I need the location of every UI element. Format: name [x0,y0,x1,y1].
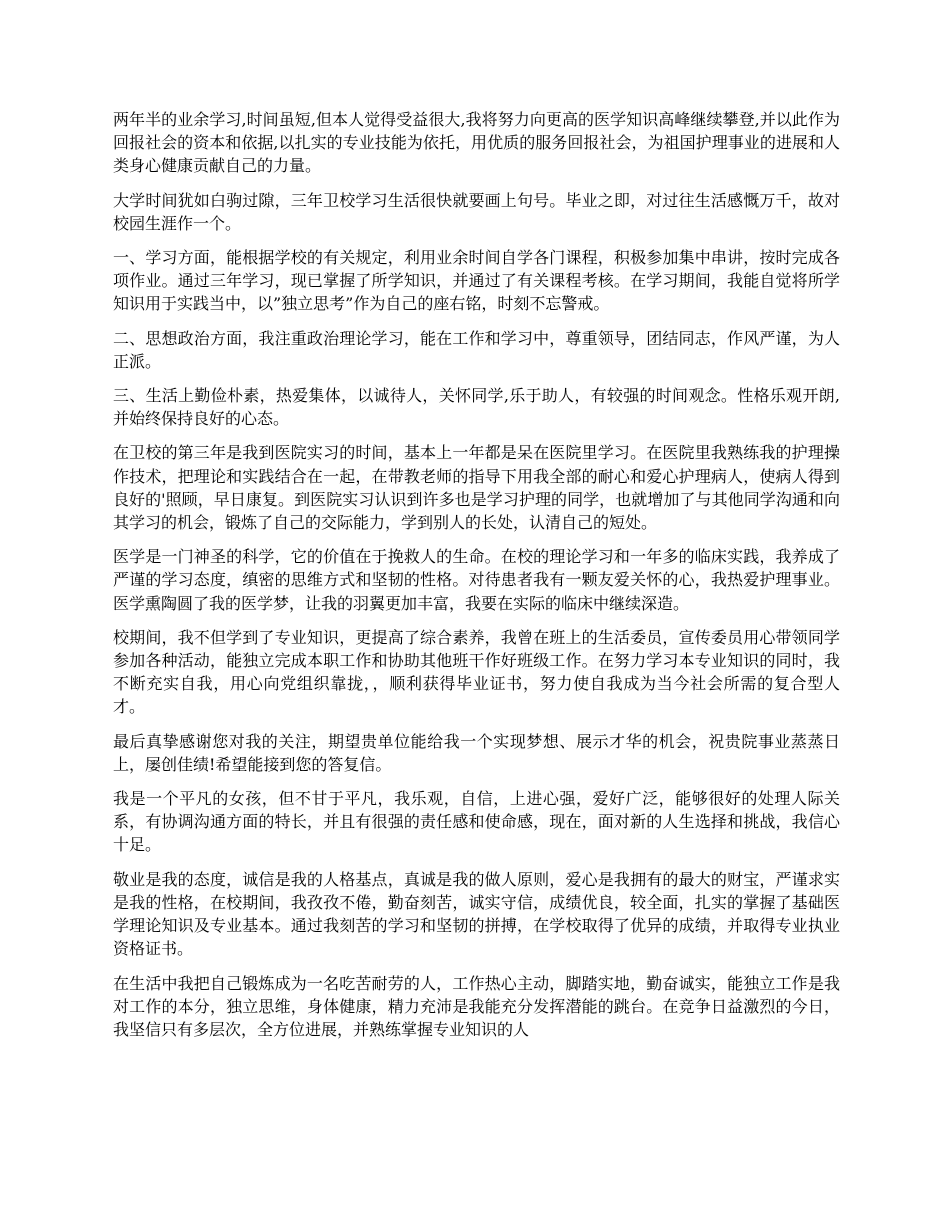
paragraph-10: 我是一个平凡的女孩，但不甘于平凡，我乐观，自信，上进心强，爱好广泛，能够很好的处理人际关系，有协调沟通方面的特长，并且有很强的责任感和使命感，现在，面对新的人生选择和挑战，我信心十足。 [113,789,840,855]
paragraph-1: 两年半的业余学习,时间虽短,但本人觉得受益很大,我将努力向更高的医学知识高峰继续攀登,并以此作为回报社会的资本和依据,以扎实的专业技能为依托，用优质的服务回报社会，为祖国护理事业的进展和人类身心健康贡献自己的力量。 [113,110,840,176]
paragraph-2: 大学时间犹如白驹过隙，三年卫校学习生活很快就要画上句号。毕业之即，对过往生活感慨万千，故对校园生涯作一个。 [113,190,840,233]
paragraph-12: 在生活中我把自己锻炼成为一名吃苦耐劳的人，工作热心主动，脚踏实地，勤奋诚实，能独立工作是我对工作的本分，独立思维，身体健康，精力充沛是我能充分发挥潜能的跳台。在竞争日益激烈的今日，我坚信只有多层次，全方位进展，并熟练掌握专业知识的人 [113,973,840,1039]
paragraph-11: 敬业是我的态度，诚信是我的人格基点，真诚是我的做人原则，爱心是我拥有的最大的财宝，严谨求实是我的性格，在校期间，我孜孜不倦，勤奋刻苦，诚实守信，成绩优良，较全面，扎实的掌握了基础医学理论知识及专业基本。通过我刻苦的学习和坚韧的拼搏，在学校取得了优异的成绩，并取得专业执业资格证书。 [113,869,840,959]
paragraph-3: 一、学习方面，能根据学校的有关规定，利用业余时间自学各门课程，积极参加集中串讲，按时完成各项作业。通过三年学习，现已掌握了所学知识，并通过了有关课程考核。在学习期间，我能自觉将所学知识用于实践当中，以”独立思考”作为自己的座右铭，时刻不忘警戒。 [113,248,840,314]
paragraph-4: 二、思想政治方面，我注重政治理论学习，能在工作和学习中，尊重领导，团结同志，作风严谨，为人正派。 [113,328,840,371]
paragraph-7: 医学是一门神圣的科学，它的价值在于挽救人的生命。在校的理论学习和一年多的临床实践，我养成了严谨的学习态度，缜密的思维方式和坚韧的性格。对待患者我有一颗友爱关怀的心，我热爱护理事业。医学熏陶圆了我的医学梦，让我的羽翼更加丰富，我要在实际的临床中继续深造。 [113,547,840,613]
paragraph-8: 校期间，我不但学到了专业知识，更提高了综合素养，我曾在班上的生活委员，宣传委员用心带领同学参加各种活动，能独立完成本职工作和协助其他班干作好班级工作。在努力学习本专业知识的同时，我不断充实自我，用心向党组织靠拢，，顺利获得毕业证书，努力使自我成为当今社会所需的复合型人才。 [113,627,840,717]
document-body [113,108,840,1052]
paragraph-9: 最后真挚感谢您对我的关注，期望贵单位能给我一个实现梦想、展示才华的机会，祝贵院事业蒸蒸日上，屡创佳绩!希望能接到您的答复信。 [113,731,840,774]
paragraph-6: 在卫校的第三年是我到医院实习的时间，基本上一年都是呆在医院里学习。在医院里我熟练我的护理操作技术，把理论和实践结合在一起，在带教老师的指导下用我全部的耐心和爱心护理病人，使病人得到良好的'照顾，早日康复。到医院实习认识到许多也是学习护理的同学，也就增加了与其他同学沟通和向其学习的机会，锻炼了自己的交际能力，学到别人的长处，认清自己的短处。 [113,443,840,533]
paragraph-5: 三、生活上勤俭朴素，热爱集体，以诚待人，关怀同学,乐于助人，有较强的时间观念。性格乐观开朗,并始终保持良好的心态。 [113,386,840,429]
